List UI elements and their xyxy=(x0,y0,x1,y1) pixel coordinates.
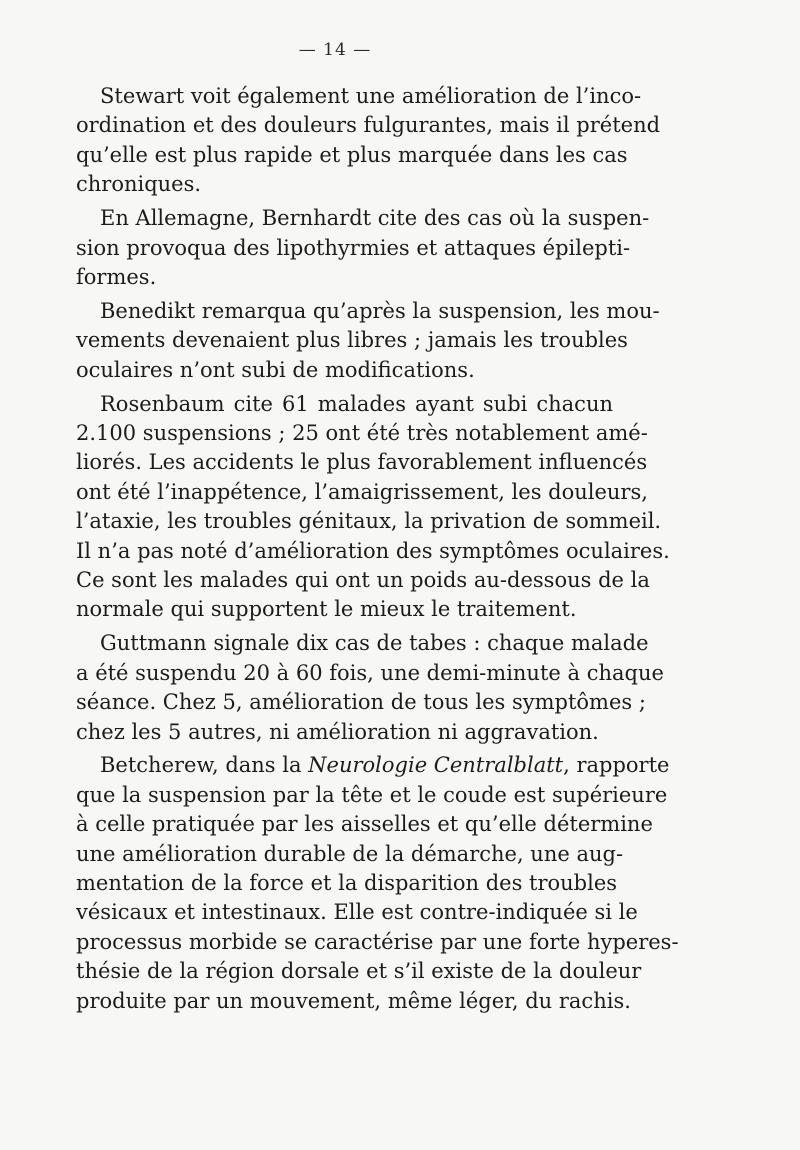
text-line: oculaires n’ont subi de modifications. xyxy=(76,357,475,382)
text-line: sion provoqua des lipothyrmies et attaques épilepti- xyxy=(76,235,631,260)
text-line: a été suspendu 20 à 60 fois, une demi-minute à chaque xyxy=(76,660,664,685)
text-line: chez les 5 autres, ni amélioration ni aggravation. xyxy=(76,719,599,744)
paragraph-betcherew xyxy=(76,751,679,1016)
journal-title: Neurologie Centralblatt xyxy=(308,753,564,778)
text-line: ordination et des douleurs fulgurantes, mais il prétend xyxy=(76,113,661,138)
text-fragment: Betcherew, dans la xyxy=(100,753,309,778)
page-number: — 14 — xyxy=(298,40,372,60)
text-line: séance. Chez 5, amélioration de tous les symptômes ; xyxy=(76,690,646,715)
text-line: que la suspension par la tête et le coude est supérieure xyxy=(76,782,668,807)
text-line: l’ataxie, les troubles génitaux, la privation de sommeil. xyxy=(76,509,662,534)
text-line: vésicaux et intestinaux. Elle est contre-indiquée si le xyxy=(76,900,638,925)
text-line-with-citation xyxy=(76,751,670,780)
text-line: Il n’a pas noté d’amélioration des symptômes oculaires. xyxy=(76,538,670,563)
text-line: liorés. Les accidents le plus favorablement influencés xyxy=(76,450,648,475)
text-line: ont été l’inappétence, l’amaigrissement, les douleurs, xyxy=(76,479,648,504)
text-line: formes. xyxy=(76,264,157,289)
text-line: mentation de la force et la disparition des troubles xyxy=(76,871,618,896)
paragraph-bernhardt xyxy=(76,204,650,292)
paragraph-rosenbaum xyxy=(76,390,670,625)
text-line: normale qui supportent le mieux le traitement. xyxy=(76,597,577,622)
text-line: Rosenbaum cite 61 malades ayant subi chacun xyxy=(100,391,613,416)
text-line: Stewart voit également une amélioration de l’inco- xyxy=(100,84,642,108)
text-line: 2.100 suspensions ; 25 ont été très notablement amé- xyxy=(76,420,648,445)
text-line: Ce sont les malades qui ont un poids au-dessous de la xyxy=(76,568,650,592)
text-line: processus morbide se caractérise par une forte hyperes- xyxy=(76,929,679,954)
paragraph-guttmann xyxy=(76,629,664,747)
text-line: qu’elle est plus rapide et plus marquée dans les cas xyxy=(76,142,628,167)
text-line: thésie de la région dorsale et s’il existe de la douleur xyxy=(76,959,642,984)
text-line: vements devenaient plus libres ; jamais les troubles xyxy=(76,328,628,353)
text-line: En Allemagne, Bernhardt cite des cas où la suspen- xyxy=(100,206,650,231)
text-line: Guttmann signale dix cas de tabes : chaque malade xyxy=(100,631,649,656)
text-line: produite par un mouvement, même léger, du rachis. xyxy=(76,988,631,1013)
body-text xyxy=(76,82,679,1021)
text-fragment: , rapporte xyxy=(563,753,670,778)
text-line: Benedikt remarqua qu’après la suspension, les mou- xyxy=(100,298,660,323)
text-line: chroniques. xyxy=(76,172,202,197)
text-line: une amélioration durable de la démarche, une aug- xyxy=(76,841,624,866)
paragraph-benedikt xyxy=(76,297,660,385)
paragraph-stewart xyxy=(76,82,661,200)
text-line: à celle pratiquée par les aisselles et qu’elle détermine xyxy=(76,812,653,837)
